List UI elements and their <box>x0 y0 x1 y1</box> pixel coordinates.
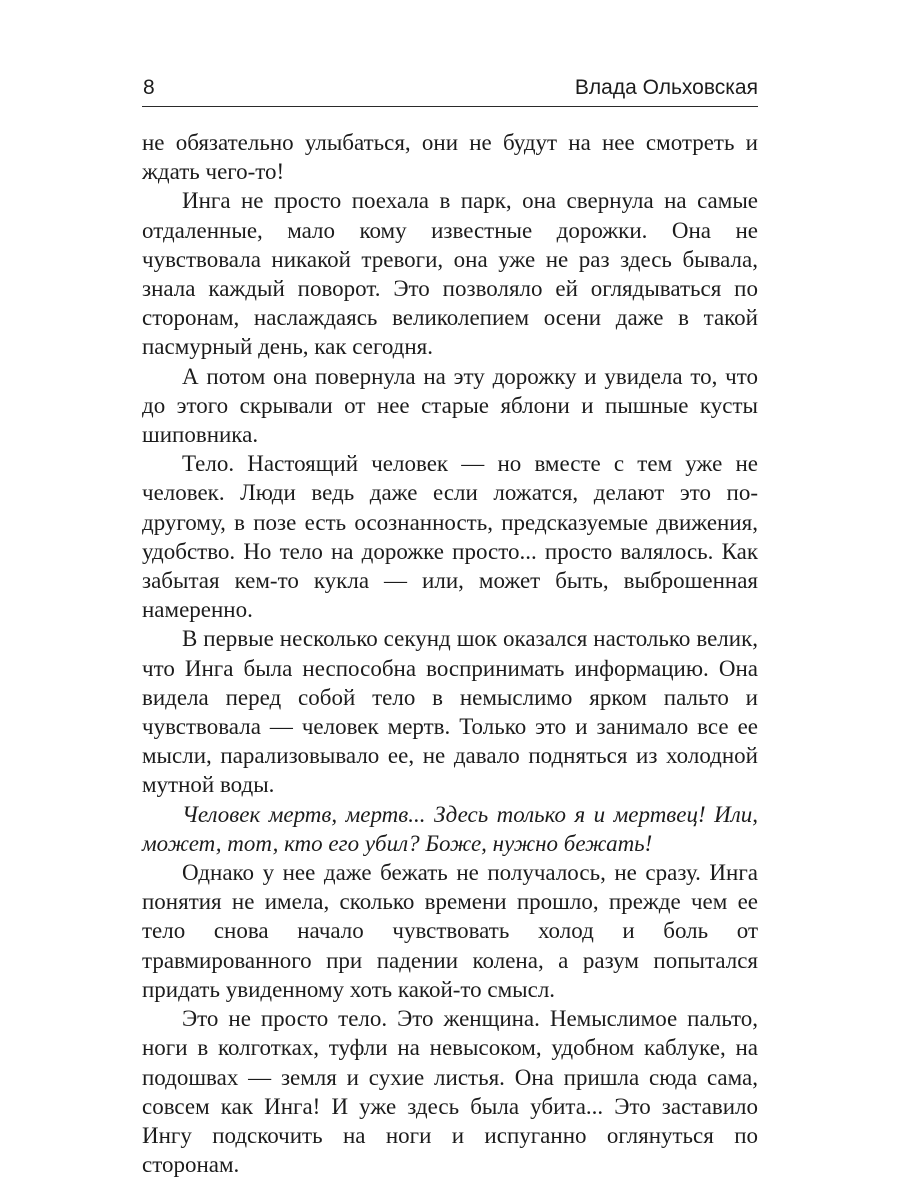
paragraph: Тело. Настоящий человек — но вместе с тем уже не человек. Люди ведь даже если ложатся, делают это по-другому, в позе есть осознанность, предсказуемые движения, удобство. Но тело на дорожке просто... просто валялось. Как забытая кем-то кукла — или, может быть, выброшенная намеренно. <box>142 451 758 623</box>
paragraph: В первые несколько секунд шок оказался настолько велик, что Инга была неспособна воспринимать информацию. Она видела перед собой тело в немыслимо ярком пальто и чувствовала — человек мертв. Только это и занимало все ее мысли, парализовывало ее, не давало подняться из холодной мутной воды. <box>142 626 758 798</box>
page-number: 8 <box>143 76 155 99</box>
paragraph: Инга не просто поехала в парк, она свернула на самые отдаленные, мало кому известные дорожки. Она не чувствовала никакой тревоги, она уже не раз здесь бывала, знала каждый поворот. Это позволяло ей оглядываться по сторонам, наслаждаясь великолепием осени даже в такой пасмурный день, как сегодня. <box>142 188 758 360</box>
paragraph: Однако у нее даже бежать не получалось, не сразу. Инга понятия не имела, сколько времени прошло, прежде чем ее тело снова начало чувствовать холод и боль от травмированного при падении колена, а разум попытался придать увиденному хоть какой-то смысл. <box>142 860 758 1002</box>
paragraph: не обязательно улыбаться, они не будут на нее смотреть и ждать чего-то! <box>142 130 758 185</box>
italic-thought-paragraph: Человек мертв, мертв... Здесь только я и мертвец! Или, может, тот, кто его убил? Боже, нужно бежать! <box>142 801 758 856</box>
body-text <box>142 128 758 1179</box>
paragraph: Это не просто тело. Это женщина. Немыслимое пальто, ноги в колготках, туфли на невысоком, удобном каблуке, на подошвах — земля и сухие листья. Она пришла сюда сама, совсем как Инга! И уже здесь была убита... Это заставило Ингу подскочить на ноги и испуганно оглянуться по сторонам. <box>142 1006 758 1178</box>
running-header <box>142 74 758 107</box>
paragraph: А потом она повернула на эту дорожку и увидела то, что до этого скрывали от нее старые яблони и пышные кусты шиповника. <box>142 363 758 448</box>
author-name: Влада Ольховская <box>574 76 758 99</box>
